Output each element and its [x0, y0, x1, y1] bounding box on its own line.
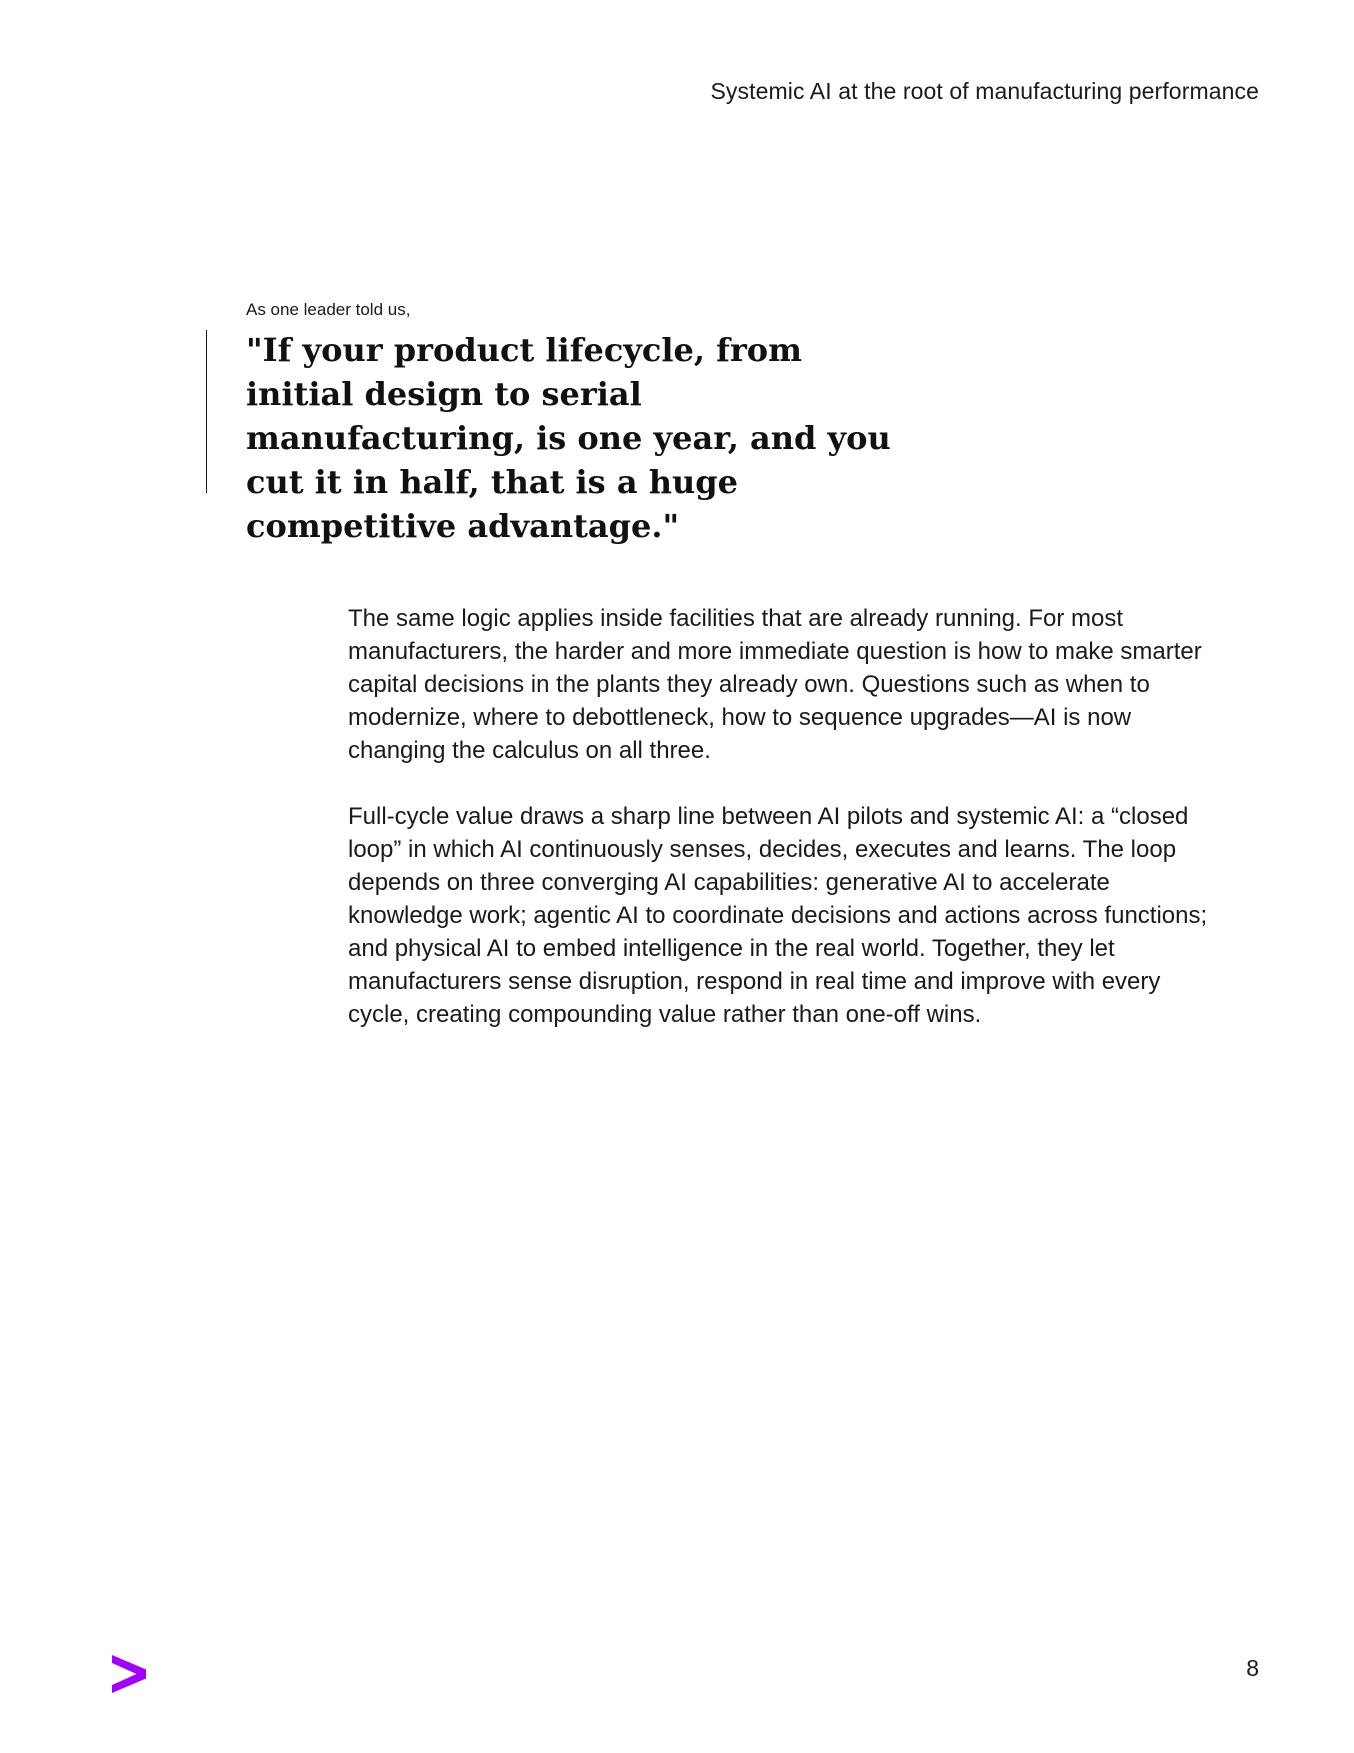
body-paragraph: The same logic applies inside facilities that are already running. For most manufacturers, the harder and more immediate question is how to make smarter capital decisions in the plants they already own. Questions such as when to modernize, where to debottleneck, how to sequence upgrades—AI is now changing the calculus on all three. [348, 605, 1202, 764]
running-header-title: Systemic AI at the root of manufacturing performance [710, 78, 1259, 104]
quote-rule [206, 330, 207, 493]
quote-intro: As one leader told us, [246, 300, 411, 319]
body-text [348, 602, 1208, 1064]
accenture-chevron-icon [110, 1655, 146, 1693]
page-number: 8 [1246, 1655, 1259, 1681]
body-paragraph: Full-cycle value draws a sharp line between AI pilots and systemic AI: a “closed loop” in which AI continuously senses, decides, executes and learns. The loop depends on three converging AI capabilities: generative AI to accelerate knowledge work; agentic AI to coordinate decisions and actions across functions; and physical AI to embed intelligence in the real world. Together, they let manufacturers sense disruption, respond in real time and improve with every cycle, creating compounding value rather than one-off wins. [348, 803, 1208, 1028]
quote-text: "If your product lifecycle, from initial design to serial manufacturing, is one year, and you cut it in half, that is a huge competitive advantage." [246, 331, 891, 545]
